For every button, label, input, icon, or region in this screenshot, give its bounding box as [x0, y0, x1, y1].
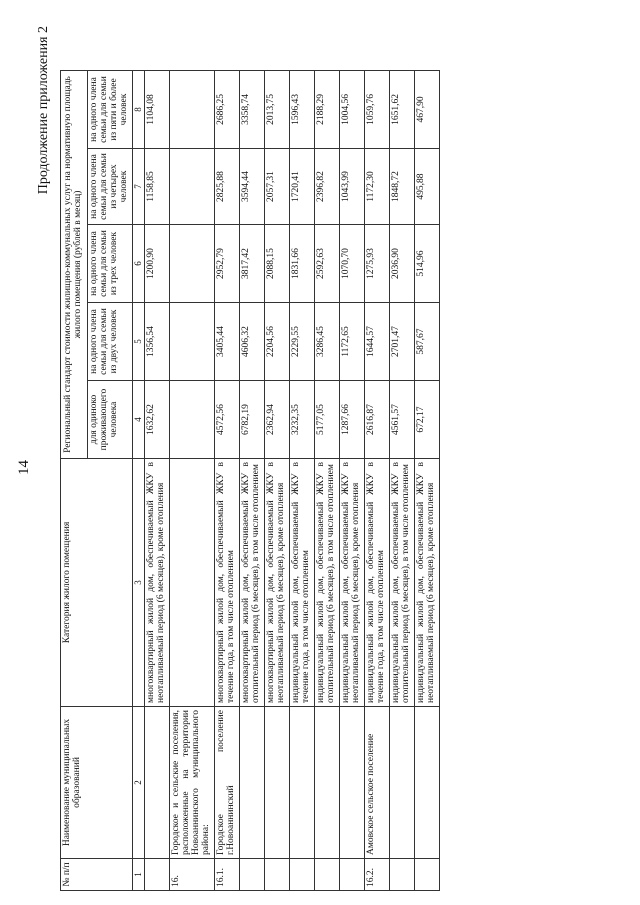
value-three: 2952,79	[215, 225, 240, 303]
row-category: индивидуальный жилой дом, обеспечиваемый ЖКУ в неотапливаемый период (6 месяцев), кроме отопления	[414, 459, 439, 707]
value-single: 1632,62	[145, 381, 170, 459]
value-five: 1596,43	[289, 70, 314, 148]
value-four: 1172,30	[364, 149, 389, 225]
value-two: 3405,44	[215, 303, 240, 381]
value-three: 1831,66	[289, 225, 314, 303]
row-index	[339, 859, 364, 891]
value-three: 2036,90	[389, 225, 414, 303]
row-municipality	[289, 707, 314, 859]
value-single	[170, 381, 215, 459]
row-municipality: Городское и сельские поселения, расположенные на территории Новоаннинского муниципального района:	[170, 707, 215, 859]
column-number: 2	[132, 707, 144, 859]
tariff-table	[60, 70, 440, 891]
row-index	[145, 859, 170, 891]
value-four: 1158,85	[145, 149, 170, 225]
row-municipality: Амовское сельское поселение	[364, 707, 389, 859]
table-row	[145, 70, 170, 890]
column-numbers-row	[132, 70, 144, 890]
row-category: многоквартирный жилой дом, обеспечиваемый ЖКУ в неотапливаемый период (6 месяцев), кроме отопления	[145, 459, 170, 707]
row-municipality	[339, 707, 364, 859]
column-number: 6	[132, 225, 144, 303]
table-body	[145, 70, 439, 890]
value-single: 672,17	[414, 381, 439, 459]
row-municipality	[240, 707, 265, 859]
row-index: 16.1.	[215, 859, 240, 891]
row-index	[414, 859, 439, 891]
table-header	[61, 70, 145, 890]
value-three: 514,96	[414, 225, 439, 303]
table-row	[364, 70, 389, 890]
value-three	[170, 225, 215, 303]
column-number: 7	[132, 149, 144, 225]
continuation-label: Продолжение приложения 2	[36, 26, 51, 195]
header-municipality: Наименование муниципальных образований	[61, 707, 133, 859]
value-four: 1043,99	[339, 149, 364, 225]
row-index: 16.	[170, 859, 215, 891]
value-four: 1848,72	[389, 149, 414, 225]
row-category: индивидуальный жилой дом, обеспечиваемый ЖКУ в течение года, в том числе отоплением	[364, 459, 389, 707]
value-three: 1200,90	[145, 225, 170, 303]
row-category	[170, 459, 215, 707]
value-four: 2057,31	[264, 149, 289, 225]
header-four: на одного члена семьи для семьи из четырех человек	[87, 149, 132, 225]
value-two	[170, 303, 215, 381]
value-single: 1287,66	[339, 381, 364, 459]
value-two: 3286,45	[314, 303, 339, 381]
column-number: 4	[132, 381, 144, 459]
value-single: 3232,35	[289, 381, 314, 459]
row-index	[289, 859, 314, 891]
value-three: 1275,93	[364, 225, 389, 303]
row-category: индивидуальный жилой дом, обеспечиваемый ЖКУ в отопительный период (6 месяцев), в том числе отоплением	[314, 459, 339, 707]
row-municipality	[264, 707, 289, 859]
table-row	[289, 70, 314, 890]
row-index	[240, 859, 265, 891]
value-five: 2013,75	[264, 70, 289, 148]
value-single: 2362,94	[264, 381, 289, 459]
row-category: многоквартирный жилой дом, обеспечиваемый ЖКУ в течение года, в том числе отоплением	[215, 459, 240, 707]
table-row	[170, 70, 215, 890]
header-standard: Региональный стандарт стоимости жилищно-коммунальных услуг на нормативную площадь жилого помещения (рублей в месяц)	[61, 70, 88, 458]
value-single: 4572,56	[215, 381, 240, 459]
table-row	[264, 70, 289, 890]
value-single: 5177,05	[314, 381, 339, 459]
column-number: 8	[132, 70, 144, 148]
value-two: 4606,32	[240, 303, 265, 381]
value-three: 3817,42	[240, 225, 265, 303]
value-five: 2686,25	[215, 70, 240, 148]
value-five: 467,90	[414, 70, 439, 148]
row-municipality: Городское поселение г.Новоаннинский	[215, 707, 240, 859]
value-five	[170, 70, 215, 148]
value-two: 1644,57	[364, 303, 389, 381]
value-three: 1070,70	[339, 225, 364, 303]
row-municipality	[414, 707, 439, 859]
value-three: 2088,15	[264, 225, 289, 303]
value-two: 1356,54	[145, 303, 170, 381]
value-two: 587,67	[414, 303, 439, 381]
header-five: на одного члена семьи для семьи из пяти и более человек	[87, 70, 132, 148]
column-number: 1	[132, 859, 144, 891]
row-municipality	[145, 707, 170, 859]
value-five: 1004,56	[339, 70, 364, 148]
row-index	[264, 859, 289, 891]
value-four: 1720,41	[289, 149, 314, 225]
row-category: индивидуальный жилой дом, обеспечиваемый ЖКУ в неотапливаемый период (6 месяцев), кроме отопления	[339, 459, 364, 707]
page-number: 14	[16, 460, 32, 475]
header-two: на одного члена семьи для семьи из двух человек	[87, 303, 132, 381]
value-four: 2825,88	[215, 149, 240, 225]
value-five: 1104,08	[145, 70, 170, 148]
value-two: 2204,56	[264, 303, 289, 381]
row-category: индивидуальный жилой дом, обеспечиваемый ЖКУ в отопительный период (6 месяцев), в том числе отоплением	[389, 459, 414, 707]
value-four	[170, 149, 215, 225]
value-five: 1059,76	[364, 70, 389, 148]
row-municipality	[389, 707, 414, 859]
table-row	[215, 70, 240, 890]
table-row	[314, 70, 339, 890]
value-five: 3358,74	[240, 70, 265, 148]
header-num: № п/п	[61, 859, 133, 891]
value-single: 2616,87	[364, 381, 389, 459]
row-index: 16.2.	[364, 859, 389, 891]
value-five: 2188,29	[314, 70, 339, 148]
header-three: на одного члена семьи для семьи из трех человек	[87, 225, 132, 303]
row-category: многоквартирный жилой дом, обеспечиваемый ЖКУ в неотапливаемый период (6 месяцев), кроме отопления	[264, 459, 289, 707]
row-municipality	[314, 707, 339, 859]
table-row	[240, 70, 265, 890]
row-category: индивидуальный жилой дом, обеспечиваемый ЖКУ в течение года, в том числе отоплением	[289, 459, 314, 707]
column-number: 5	[132, 303, 144, 381]
value-two: 1172,65	[339, 303, 364, 381]
value-four: 2396,82	[314, 149, 339, 225]
value-single: 4561,57	[389, 381, 414, 459]
header-category: Категория жилого помещения	[61, 459, 133, 707]
value-two: 2229,55	[289, 303, 314, 381]
value-two: 2701,47	[389, 303, 414, 381]
table-row	[414, 70, 439, 890]
value-three: 2592,63	[314, 225, 339, 303]
column-number: 3	[132, 459, 144, 707]
value-single: 6782,19	[240, 381, 265, 459]
table-row	[389, 70, 414, 890]
value-four: 495,88	[414, 149, 439, 225]
value-four: 3594,44	[240, 149, 265, 225]
table-row	[339, 70, 364, 890]
header-single: для одиноко проживающего человека	[87, 381, 132, 459]
value-five: 1651,62	[389, 70, 414, 148]
row-index	[389, 859, 414, 891]
row-index	[314, 859, 339, 891]
row-category: многоквартирный жилой дом, обеспечиваемый ЖКУ в отопительный период (6 месяцев), в том числе отоплением	[240, 459, 265, 707]
